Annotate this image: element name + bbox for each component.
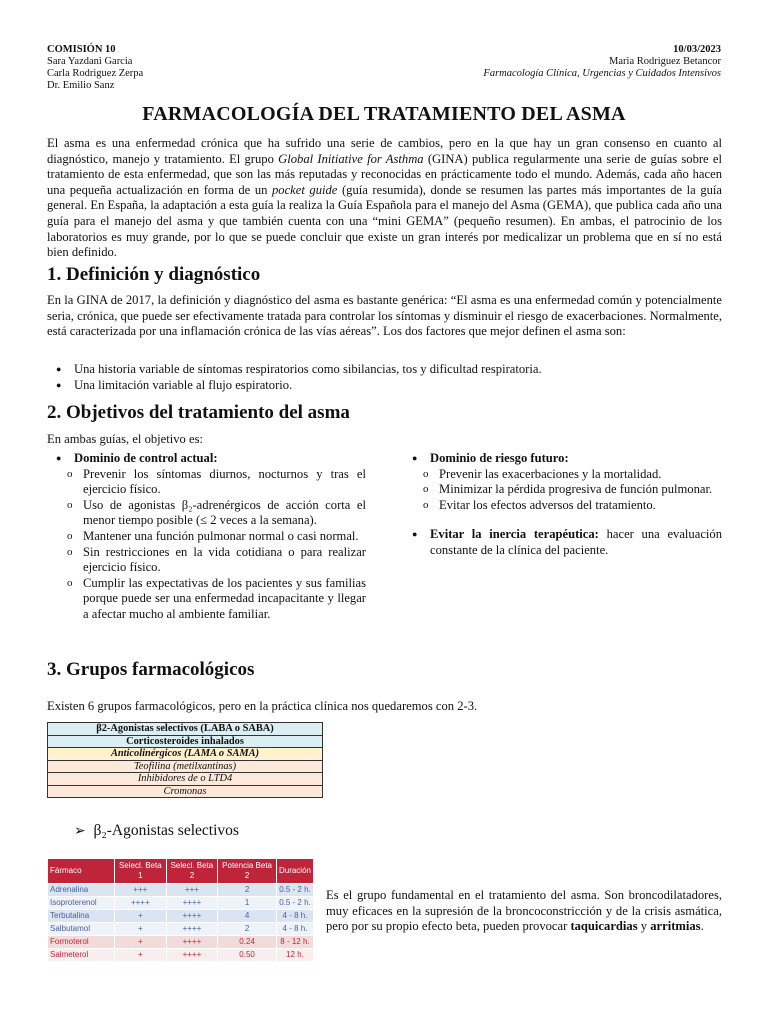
control-domain <box>47 451 366 623</box>
table-cell: + <box>115 923 167 936</box>
commission-label: COMISIÓN 10 <box>47 44 116 55</box>
list-item: o Uso de agonistas β₂-adrenérgicos de acción corta el menor tiempo posible (≤ 2 veces a la semana). <box>47 498 366 529</box>
subject-name: Farmacología Clínica, Urgencias y Cuidados Intensivos <box>483 68 721 79</box>
professor-name: Dr. Emilio Sanz <box>47 80 115 91</box>
header-left <box>47 44 143 92</box>
gina-name: Global Initiative for Asthma <box>278 151 424 166</box>
table-cell: Anticolinérgicos (LAMA o SAMA) <box>48 748 323 761</box>
table-cell: + <box>115 949 167 962</box>
intro-paragraph <box>47 136 722 261</box>
table-cell: Salmeterol <box>48 949 115 962</box>
control-domain-list <box>47 467 366 623</box>
inertia-heading: Evitar la inercia terapéutica: <box>430 527 599 542</box>
risk-domain-list <box>403 467 722 514</box>
table-cell: 0.24 <box>218 936 277 949</box>
author-right: Maria Rodriguez Betancor <box>609 56 721 67</box>
table-cell: Terbutalina <box>48 910 115 923</box>
table-cell: Adrenalina <box>48 884 115 897</box>
risk-domain-heading: ● Dominio de riesgo futuro: <box>403 451 722 467</box>
table-cell: ++++ <box>166 923 218 936</box>
table-cell: +++ <box>166 884 218 897</box>
list-item: o Minimizar la pérdida progresiva de función pulmonar. <box>403 482 722 498</box>
list-item: ● Una limitación variable al flujo espiratorio. <box>47 378 722 394</box>
table-row <box>48 936 314 949</box>
table-cell: 0.50 <box>218 949 277 962</box>
table-cell: 2 <box>218 884 277 897</box>
intro-text-3: (guía resumida), donde se resumen las partes más importantes de la guía general. En España, la adaptación a esta guía la realiza la Guía Española para el manejo del Asma (GEMA), que publica cada año una guía para el manejo del asma y que también cuenta con una “mini GEMA” (pequeño resumen). En ambas, el patrocinio de los laboratorios es muy grande, por lo que se puede concluir que existe un gran interés por medicalizar un problema que en sí no está bien definido. <box>47 182 722 260</box>
table-cell: Inhibidores de o LTD4 <box>48 773 323 786</box>
inertia-item <box>403 527 722 558</box>
author-name: Carla Rodriguez Zerpa <box>47 68 144 79</box>
table-row <box>48 923 314 936</box>
table-row <box>48 897 314 910</box>
table-cell: 0.5 - 2 h. <box>276 897 313 910</box>
list-item: o Sin restricciones en la vida cotidiana o para realizar ejercicio físico. <box>47 545 366 576</box>
arrow-bullet-icon: ➢ <box>74 824 86 839</box>
column-header: Potencia Beta 2 <box>218 859 277 884</box>
document-title: FARMACOLOGÍA DEL TRATAMIENTO DEL ASMA <box>142 103 626 125</box>
beta2-subheading-text: β₂-Agonistas selectivos <box>93 822 239 839</box>
table-cell: 12 h. <box>276 949 313 962</box>
conjunction-text: y <box>637 919 651 934</box>
column-header: Selecl. Beta 2 <box>166 859 218 884</box>
period-text: . <box>700 919 704 934</box>
table-cell: +++ <box>115 884 167 897</box>
column-header: Duración <box>276 859 313 884</box>
table-cell: Cromonas <box>48 785 323 798</box>
table-cell: Isoproterenol <box>48 897 115 910</box>
header-right <box>483 44 721 80</box>
pocket-guide-term: pocket guide <box>271 182 338 197</box>
table-cell: Salbutamol <box>48 923 115 936</box>
table-cell: Corticosteroides inhalados <box>48 735 323 748</box>
section-3-heading: 3. Grupos farmacológicos <box>47 659 255 680</box>
column-header: Fármaco <box>48 859 115 884</box>
table-cell: 8 - 12 h. <box>276 936 313 949</box>
list-item: o Evitar los efectos adversos del tratamiento. <box>403 498 722 514</box>
section-1-text: En la GINA de 2017, la definición y diagnóstico del asma es bastante genérica: “El asma es una enfermedad común y potencialmente seria, crónica, que puede ser efectivamente tratada para controlar los síntomas y disminuir el riesgo de exacerbaciones. Normalmente, está caracterizada por una inflamación crónica de las vías aéreas”. Los dos factores que mejor definen el asma son: <box>47 293 722 339</box>
table-cell: 2 <box>218 923 277 936</box>
table-cell: Teofilina (metilxantinas) <box>48 760 323 773</box>
table-cell: 4 - 8 h. <box>276 910 313 923</box>
table-cell: 0.5 - 2 h. <box>276 884 313 897</box>
table-cell: Formoterol <box>48 936 115 949</box>
section-2-intro: En ambas guías, el objetivo es: <box>47 432 203 446</box>
author-name: Sara Yazdani Garcia <box>47 56 133 67</box>
table-cell: + <box>115 936 167 949</box>
table-cell: ++++ <box>166 897 218 910</box>
list-item: o Mantener una función pulmonar normal o casi normal. <box>47 529 366 545</box>
section-3-intro: Existen 6 grupos farmacológicos, pero en la práctica clínica nos quedaremos con 2-3. <box>47 699 478 713</box>
beta2-subheading <box>74 822 239 840</box>
control-domain-heading: ● Dominio de control actual: <box>47 451 366 467</box>
section-2-heading: 2. Objetivos del tratamiento del asma <box>47 402 350 423</box>
table-row <box>48 910 314 923</box>
table-cell: + <box>115 910 167 923</box>
table-row <box>48 949 314 962</box>
description-text: Es el grupo fundamental en el tratamiento del asma. Son broncodilatadores, muy eficaces en la supresión de la broncoconstricción y de la crisis asmática, pero por su propio efecto beta, pueden provocar <box>326 888 722 934</box>
inertia-text: hacer una evaluación constante de la clínica del paciente. <box>430 527 723 557</box>
intro-text-1: El asma es una enfermedad crónica que ha sufrido una serie de cambios, pero en la que hay un gran consenso en cuanto al diagnóstico, manejo y tratamiento. El grupo <box>47 136 722 166</box>
list-item: o Prevenir las exacerbaciones y la mortalidad. <box>403 467 722 483</box>
table-cell: β2-Agonistas selectivos (LABA o SABA) <box>48 723 323 736</box>
tachycardia-term: taquicardias <box>570 919 638 934</box>
column-header: Selecl. Beta 1 <box>115 859 167 884</box>
definition-list <box>47 362 722 393</box>
table-cell: ++++ <box>166 949 218 962</box>
list-item: o Prevenir los síntomas diurnos, nocturnos y tras el ejercicio físico. <box>47 467 366 498</box>
table-row <box>48 884 314 897</box>
table-cell: 1 <box>218 897 277 910</box>
section-1-heading: 1. Definición y diagnóstico <box>47 264 261 285</box>
table-cell: 4 - 8 h. <box>276 923 313 936</box>
drug-groups-table <box>47 722 323 798</box>
intro-text-2: (GINA) publica regularmente una serie de guías sobre el tratamiento de esta enfermedad, que son las más reputadas y reconocidas en prácticamente todo el mundo. Además, cada año hacen una pequeña actualización en forma de un <box>47 151 722 197</box>
risk-domain <box>403 451 722 559</box>
beta2-description <box>326 888 722 935</box>
table-cell: ++++ <box>166 910 218 923</box>
document-date: 10/03/2023 <box>673 44 721 55</box>
table-cell: ++++ <box>166 936 218 949</box>
table-cell: 4 <box>218 910 277 923</box>
table-cell: ++++ <box>115 897 167 910</box>
arrhythmia-term: arritmias <box>650 919 701 934</box>
list-item: o Cumplir las expectativas de los pacientes y sus familias porque puede ser una enfermedad incapacitante y llegar a afectar mucho al ambiente familiar. <box>47 576 366 623</box>
beta2-agonists-table <box>47 858 314 962</box>
list-item: ● Una historia variable de síntomas respiratorios como sibilancias, tos y dificultad respiratoria. <box>47 362 722 378</box>
